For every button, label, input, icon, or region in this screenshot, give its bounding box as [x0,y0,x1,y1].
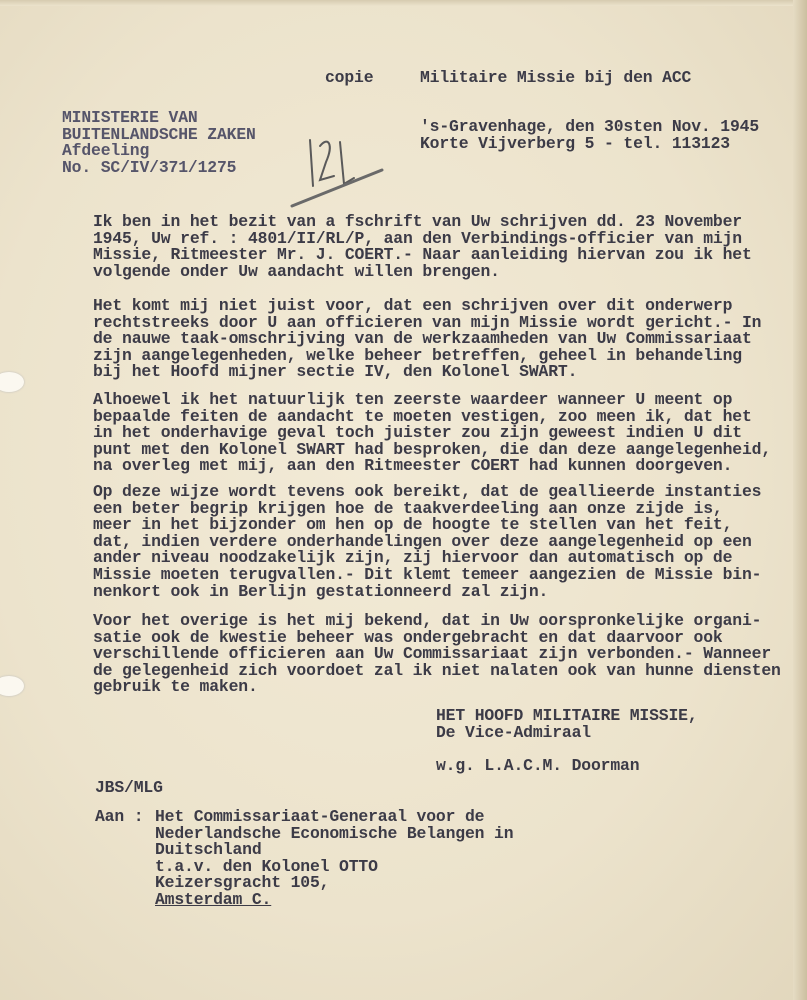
address-line: Korte Vijverberg 5 - tel. 113123 [420,133,730,153]
text-line: de nauwe taak-omschrijving van de werkzaamheden van Uw Commissariaat [93,329,752,349]
reference-initials: JBS/MLG [95,778,163,797]
recipient-line: Duitschland [155,840,262,860]
paragraph [93,214,752,280]
punch-hole [0,372,24,392]
recipient-block [155,809,513,909]
recipient-line: Nederlandsche Economische Belangen in [155,823,514,843]
file-number: No. SC/IV/371/1275 [62,157,237,177]
text-line: rechtstreeks door U aan officieren van mijn Missie wordt gericht.- In [93,312,762,332]
text-line: de gelegenheid zich voordoet zal ik niet nalaten ook van hunne diensten [93,660,781,680]
text-line: meer in het bijzonder om hen op de hoogte te stellen van het feit, [93,515,733,535]
text-line: Voor het overige is het mij bekend, dat in Uw oorspronkelijke organi- [93,611,762,630]
text-line: een beter begrip krijgen hoe de taakverdeeling aan onze zijde is, [93,498,723,518]
recipient-line: t.a.v. den Kolonel OTTO [155,856,378,876]
signature-block [436,708,698,741]
recipient-city: Amsterdam C. [155,889,272,909]
text-line: Op deze wijze wordt tevens ook bereikt, dat de geallieerde instanties [93,482,762,501]
text-line: zijn aangelegenheden, welke beheer betreffen, geheel in behandeling [93,345,742,365]
recipient-line: Het Commissariaat-Generaal voor de [155,807,485,826]
ministry-line: MINISTERIE VAN [62,108,198,127]
text-line: nenkort ook in Berlijn gestationneerd zal zijn. [93,581,549,601]
text-line: in het onderhavige geval toch juister zou zijn geweest indien U dit [93,423,742,443]
text-line: bepaalde feiten de aandacht te moeten vestigen, zoo meen ik, dat het [93,406,752,426]
text-line: 1945, Uw ref. : 4801/II/RL/P, aan den Verbindings-officier van mijn [93,228,742,248]
paragraph [93,298,761,381]
text-line: Missie, Ritmeester Mr. J. COERT.- Naar aanleiding hiervan zou ik het [93,245,752,265]
recipient-line: Keizersgracht 105, [155,873,330,893]
handwritten-number-mark [290,128,400,218]
text-line: ander niveau noodzakelijk zijn, zij hiervoor dan automatisch op de [93,548,733,568]
paragraph [93,392,771,475]
text-line: Ik ben in het bezit van a fschrift van Uw schrijven dd. 23 November [93,212,742,231]
text-line: satie ook de kwestie beheer was ondergebracht en dat daarvoor ook [93,627,723,647]
text-line: punt met den Kolonel SWART had besproken, die dan deze aangelegenheid, [93,439,772,459]
signature-name: w.g. L.A.C.M. Doorman [436,756,640,775]
signature-rank: De Vice-Admiraal [436,722,591,742]
text-line: verschillende officieren aan Uw Commissariaat zijn verbonden.- Wanneer [93,644,772,664]
paragraph [93,484,761,600]
paper-edge-top [0,0,807,6]
paper-edge-right [793,0,807,1000]
place-address-block [420,119,759,152]
text-line: volgende onder Uw aandacht willen brengen. [93,261,500,281]
text-line: dat, indien verdere onderhandelingen over deze aangelegenheid op een [93,531,752,551]
text-line: Missie moeten terugvallen.- Dit klemt temeer aangezien de Missie bin- [93,564,762,584]
text-line: na overleg met mij, aan den Ritmeester COERT had kunnen doorgeven. [93,456,733,476]
sender-heading: Militaire Missie bij den ACC [420,68,692,87]
text-line: bij het Hoofd mijner sectie IV, den Kolonel SWART. [93,362,578,382]
copy-mark: copie [325,68,374,87]
punch-hole [0,676,24,696]
text-line: Het komt mij niet juist voor, dat een schrijven over dit onderwerp [93,296,733,315]
ministry-line: BUITENLANDSCHE ZAKEN [62,124,256,144]
ministry-block [62,110,256,176]
ministry-line: Afdeeling [62,141,150,161]
paragraph [93,613,781,696]
recipient-label: Aan : [95,807,144,826]
text-line: gebruik te maken. [93,677,258,697]
signature-title: HET HOOFD MILITAIRE MISSIE, [436,706,698,725]
place-date: 's-Gravenhage, den 30sten Nov. 1945 [420,117,760,136]
text-line: Alhoewel ik het natuurlijk ten zeerste waardeer wanneer U meent op [93,390,733,409]
